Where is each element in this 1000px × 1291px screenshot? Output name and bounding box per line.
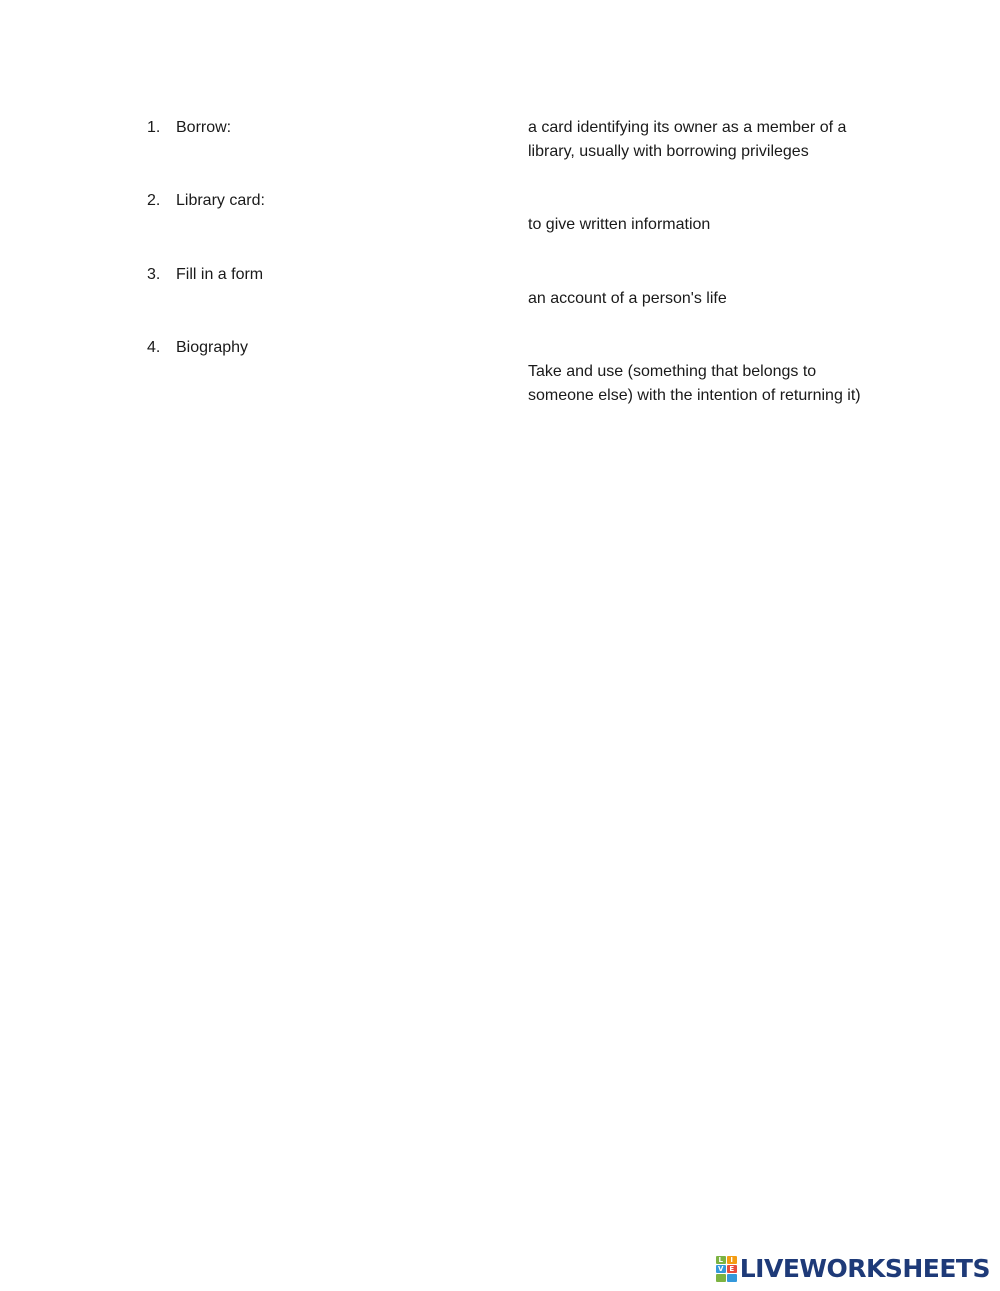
logo-mark-letter-i: I [727,1256,737,1264]
definition-1: a card identifying its owner as a member of a library, usually with borrowing privileges [528,119,847,160]
definition-2: to give written information [528,216,711,233]
logo-mark-letter-e: E [727,1265,737,1273]
logo-mark-icon [716,1256,737,1282]
term-item-4 [147,336,248,360]
term-number: 2. [147,192,161,209]
logo-mark-block [716,1274,726,1282]
term-number: 3. [147,266,161,283]
term-item-1 [147,116,231,140]
liveworksheets-logo [716,1255,990,1283]
term-number: 1. [147,119,161,136]
term-text: Biography [176,339,249,356]
logo-mark-block [727,1274,737,1282]
term-item-2 [147,189,265,213]
logo-text: LIVEWORKSHEETS [739,1254,990,1283]
definition-3: an account of a person's life [528,290,727,307]
term-item-3 [147,263,263,287]
logo-mark-letter-l: L [716,1256,726,1264]
term-text: Borrow: [176,119,232,136]
term-number: 4. [147,339,161,356]
definition-4: Take and use (something that belongs to someone else) with the intention of returning it) [528,363,861,404]
term-text: Fill in a form [176,266,264,283]
term-text: Library card: [176,192,265,209]
logo-mark-letter-v: V [716,1265,726,1273]
